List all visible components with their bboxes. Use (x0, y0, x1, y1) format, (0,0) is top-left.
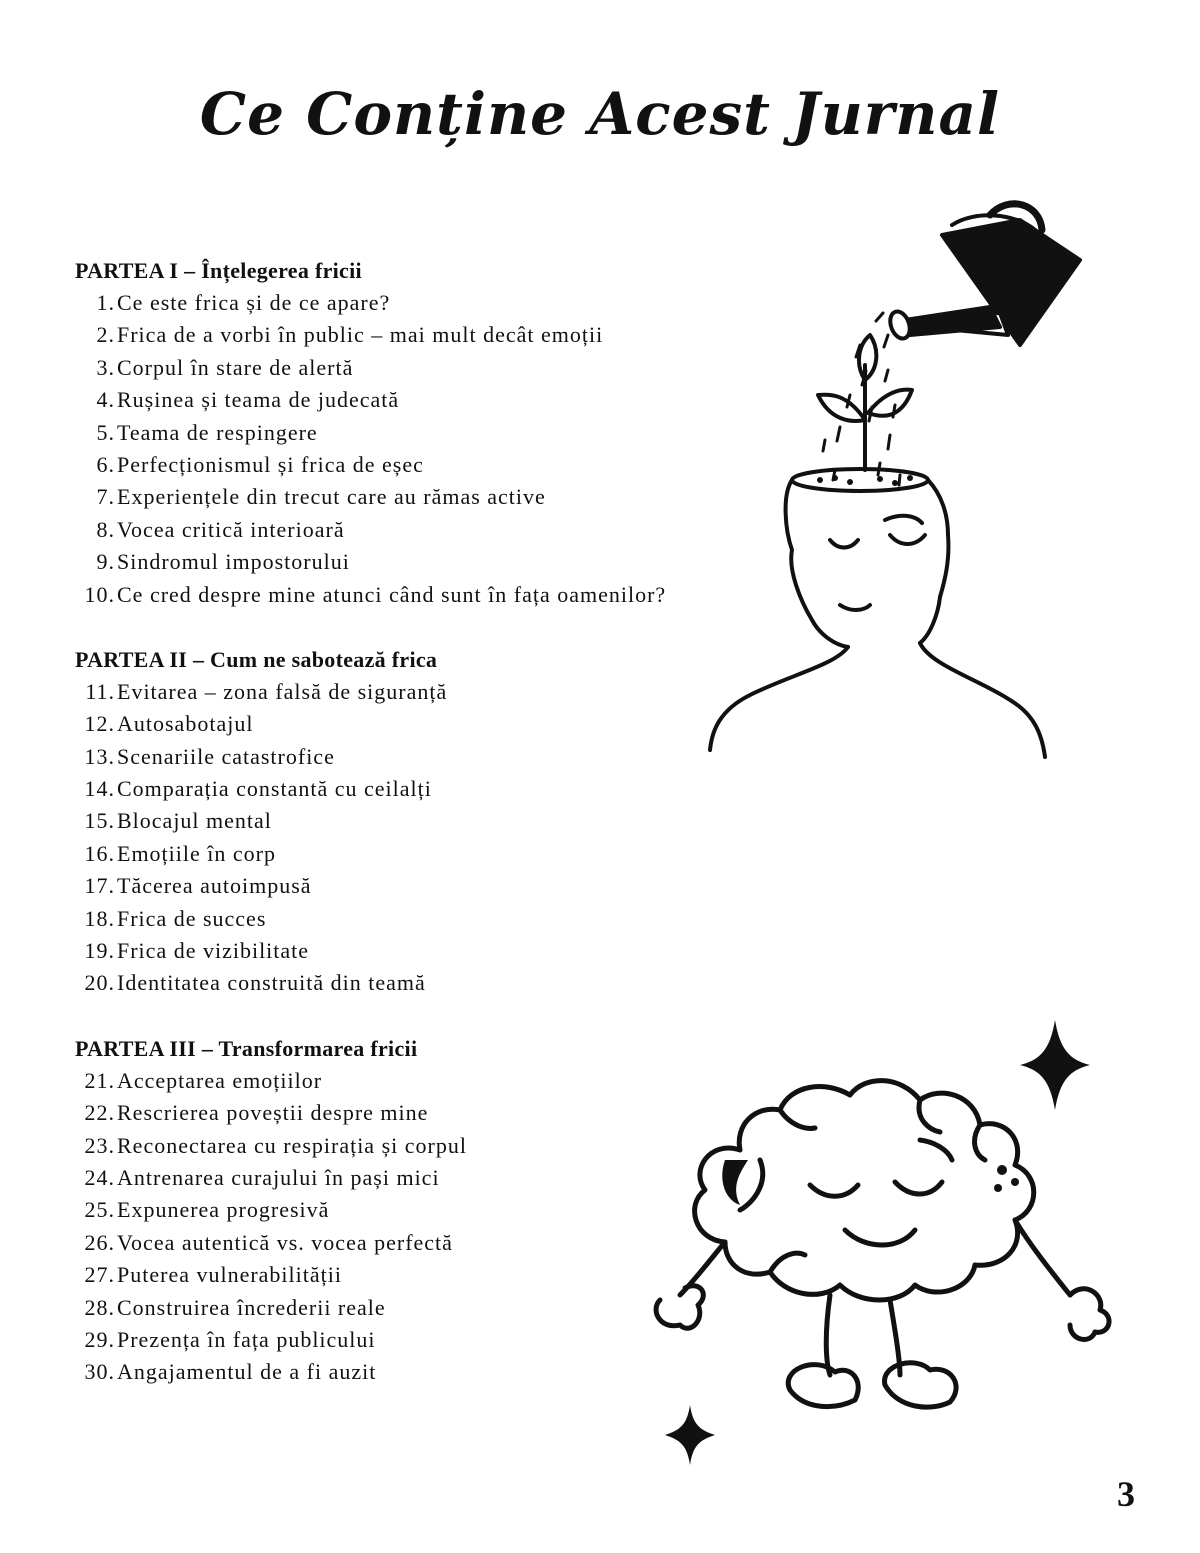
item-title: Scenariile catastrofice (117, 743, 335, 769)
item-number: 26. (84, 1229, 115, 1255)
item-title: Comparația constantă cu ceilalți (117, 776, 432, 802)
list-item (75, 514, 755, 546)
item-number: 5. (96, 419, 115, 445)
list-item (75, 384, 755, 416)
item-number: 2. (96, 322, 115, 348)
item-number: 10. (84, 581, 115, 607)
item-number: 20. (84, 970, 115, 996)
item-number: 9. (96, 549, 115, 575)
list-item (75, 838, 755, 870)
item-number: 17. (84, 873, 115, 899)
item-number: 8. (96, 516, 115, 542)
item-title: Experiențele din trecut care au rămas active (117, 484, 546, 510)
item-title: Frica de vizibilitate (117, 938, 310, 964)
item-number: 30. (84, 1359, 115, 1385)
list-item (75, 967, 755, 999)
list-item (75, 708, 755, 740)
item-title: Tăcerea autoimpusă (117, 873, 312, 899)
item-title: Emoțiile în corp (117, 840, 276, 866)
item-title: Reconectarea cu respirația și corpul (117, 1132, 467, 1158)
sparkle-icon (1020, 1020, 1090, 1110)
item-title: Vocea autentică vs. vocea perfectă (117, 1229, 453, 1255)
item-title: Antrenarea curajului în pași mici (117, 1164, 440, 1190)
item-number: 22. (84, 1100, 115, 1126)
item-title: Rescrierea poveștii despre mine (117, 1100, 429, 1126)
item-title: Perfecționismul și frica de eșec (117, 451, 424, 477)
item-title: Construirea încrederii reale (117, 1294, 386, 1320)
section-part-1 (75, 255, 755, 611)
item-number: 28. (84, 1294, 115, 1320)
item-title: Puterea vulnerabilității (117, 1262, 342, 1288)
sparkle-icon (665, 1405, 715, 1465)
list-item (75, 805, 755, 837)
list-item (75, 319, 755, 351)
item-number: 24. (84, 1164, 115, 1190)
item-title: Ce este frica și de ce apare? (117, 290, 391, 315)
item-title: Ce cred despre mine atunci când sunt în fața oamenilor? (117, 581, 667, 607)
list-item (75, 870, 755, 902)
watering-can-icon (887, 204, 1080, 345)
list-item (75, 481, 755, 513)
item-number: 6. (96, 451, 115, 477)
item-title: Prezența în fața publicului (117, 1326, 376, 1352)
list-item (75, 546, 755, 578)
item-title: Rușinea și teama de judecată (117, 387, 400, 413)
item-number: 21. (84, 1067, 115, 1093)
item-title: Frica de a vorbi în public – mai mult decât emoții (117, 322, 604, 348)
item-title: Vocea critică interioară (117, 516, 345, 542)
item-number: 3. (96, 354, 115, 380)
item-number: 23. (84, 1132, 115, 1158)
item-number: 19. (84, 938, 115, 964)
item-number: 15. (84, 808, 115, 834)
item-title: Autosabotajul (117, 711, 254, 737)
item-title: Acceptarea emoțiilor (117, 1067, 323, 1093)
page-title: Ce Conține Acest Jurnal (199, 80, 1001, 148)
item-number: 16. (84, 840, 115, 866)
item-number: 7. (96, 484, 115, 510)
list-item (75, 287, 755, 319)
item-title: Teama de respingere (117, 419, 318, 445)
list-item (75, 676, 755, 708)
section-heading: PARTEA I – Înțelegerea fricii (75, 258, 362, 283)
item-title: Sindromul impostorului (117, 549, 350, 575)
list-item (75, 352, 755, 384)
item-title: Frica de succes (117, 905, 267, 931)
water-drops-icon (823, 313, 900, 485)
item-number: 14. (84, 776, 115, 802)
watering-can-head-plant-illustration (690, 195, 1100, 770)
item-title: Blocajul mental (117, 808, 272, 834)
item-number: 25. (84, 1197, 115, 1223)
list-item (75, 579, 755, 611)
list-item (75, 417, 755, 449)
section-heading: PARTEA II – Cum ne sabotează frica (75, 646, 438, 672)
item-number: 18. (84, 905, 115, 931)
item-title: Identitatea construită din teamă (117, 970, 426, 996)
brain-outline-icon (695, 1081, 1034, 1300)
meditating-brain-character-illustration (630, 1010, 1120, 1485)
item-number: 11. (85, 678, 115, 704)
page-number: 3 (1117, 1474, 1135, 1514)
item-title: Evitarea – zona falsă de siguranță (117, 678, 448, 704)
list-item (75, 903, 755, 935)
list-item (75, 741, 755, 773)
item-title: Angajamentul de a fi auzit (117, 1359, 377, 1385)
item-number: 12. (84, 711, 115, 737)
list-item (75, 449, 755, 481)
item-title: Corpul în stare de alertă (117, 354, 354, 380)
list-item (75, 935, 755, 967)
item-number: 13. (84, 743, 115, 769)
item-number: 29. (84, 1326, 115, 1352)
head-silhouette-icon (710, 469, 1045, 757)
item-number: 1. (96, 290, 115, 315)
plant-icon (818, 335, 912, 470)
item-title: Expunerea progresivă (117, 1197, 330, 1223)
item-number: 4. (96, 387, 115, 413)
list-item (75, 773, 755, 805)
section-heading: PARTEA III – Transformarea fricii (75, 1035, 418, 1061)
section-part-2 (75, 644, 755, 1000)
item-number: 27. (84, 1262, 115, 1288)
